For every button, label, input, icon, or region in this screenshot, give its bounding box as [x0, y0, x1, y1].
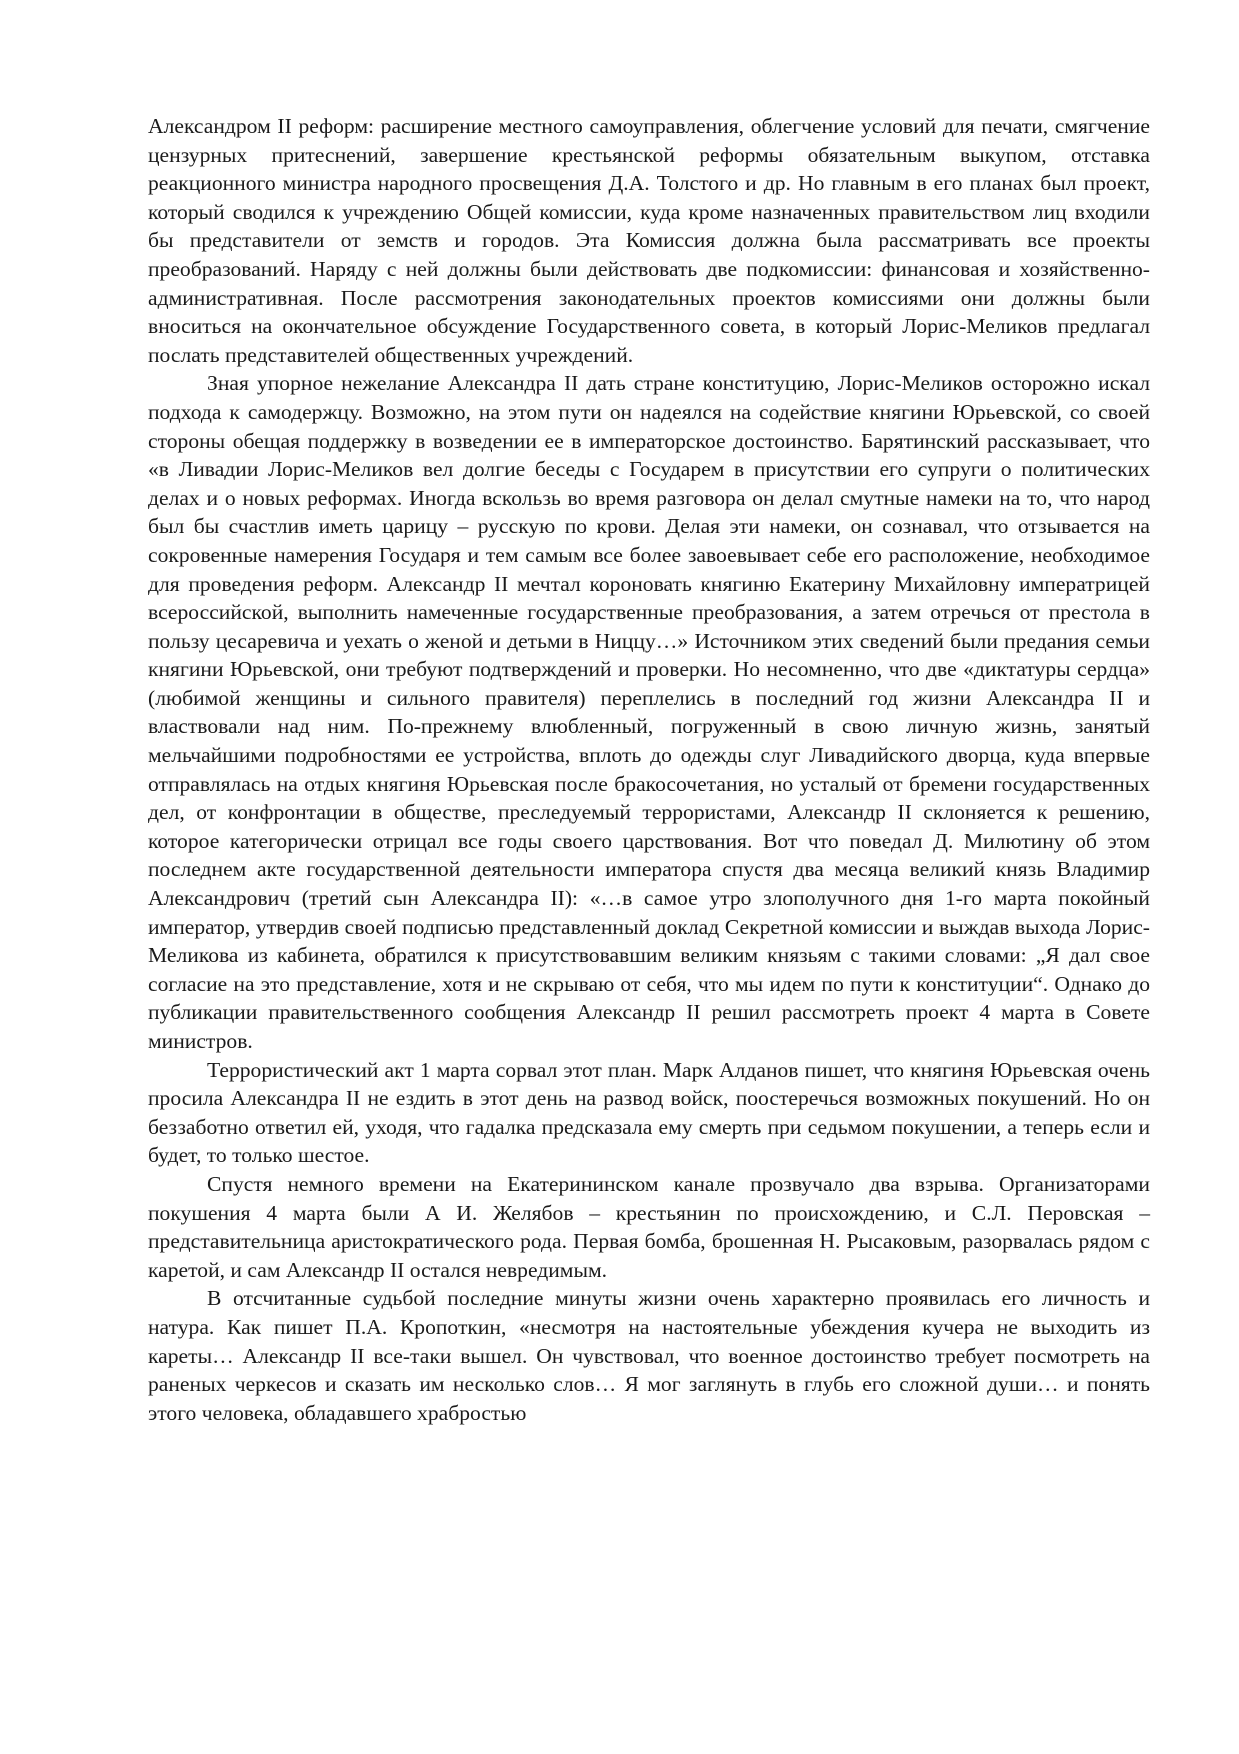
paragraph-4: Спустя немного времени на Екатерининском канале прозвучало два взрыва. Организаторами покушения 4 марта были А И. Желябов – крестьянин по происхождению, и С.Л. Перовская – представительница аристократического рода. Первая бомба, брошенная Н. Рысаковым, разорвалась рядом с каретой, и сам Александр II остался невредимым. [148, 1171, 1150, 1282]
document-page [148, 112, 1150, 1427]
paragraph-2: Зная упорное нежелание Александра II дать стране конституцию, Лорис-Меликов осторожно искал подхода к самодержцу. Возможно, на этом пути он надеялся на содействие княгини Юрьевской, со своей стороны обещая поддержку в возведении ее в императорское достоинство. Барятинский рассказывает, что «в Ливадии Лорис-Меликов вел долгие беседы с Государем в присутствии его супруги о политических делах и о новых реформах. Иногда вскользь во время разговора он делал смутные намеки на то, что народ был бы счастлив иметь царицу – русскую по крови. Делая эти намеки, он сознавал, что отзывается на сокровенные намерения Государя и тем самым все более завоевывает себе его расположение, необходимое для проведения реформ. Александр II мечтал короновать княгиню Екатерину Михайловну императрицей всероссийской, выполнить намеченные государственные преобразования, а затем отречься от престола в пользу цесаревича и уехать о женой и детьми в Ниццу…» Источником этих сведений были предания семьи княгини Юрьевской, они требуют подтверждений и проверки. Но несомненно, что две «диктатуры сердца» (любимой женщины и сильного правителя) переплелись в последний год жизни Александра II и властвовали над ним. По-прежнему влюбленный, погруженный в свою личную жизнь, занятый мельчайшими подробностями ее устройства, вплоть до одежды слуг Ливадийского дворца, куда впервые отправлялась на отдых княгиня Юрьевская после бракосочетания, но усталый от бремени государственных дел, от конфронтации в обществе, преследуемый террористами, Александр II склоняется к решению, которое категорически отрицал все годы своего царствования. Вот что поведал Д. Милютину об этом последнем акте государственной деятельности императора спустя два месяца великий князь Владимир Александрович (третий сын Александра II): «…в самое утро злополучного дня 1-го марта покойный император, утвердив своей подписью представленный доклад Секретной комиссии и выждав выхода Лорис-Меликова из кабинета, обратился к присутствовавшим великим князьям с такими словами: „Я дал свое согласие на это представление, хотя и не скрываю от себя, что мы идем по пути к конституции“. Однако до публикации правительственного сообщения Александр II решил рассмотреть проект 4 марта в Совете министров. [148, 371, 1150, 1053]
paragraph-5: В отсчитанные судьбой последние минуты жизни очень характерно проявилась его личность и натура. Как пишет П.А. Кропоткин, «несмотря на настоятельные убеждения кучера не выходить из кареты… Александр II все-таки вышел. Он чувствовал, что военное достоинство требует посмотреть на раненых черкесов и сказать им несколько слов… Я мог заглянуть в глубь его сложной души… и понять этого человека, обладавшего храбростью [148, 1286, 1150, 1425]
paragraph-1: Александром II реформ: расширение местного самоуправления, облегчение условий для печати, смягчение цензурных притеснений, завершение крестьянской реформы обязательным выкупом, отставка реакционного министра народного просвещения Д.А. Толстого и др. Но главным в его планах был проект, который сводился к учреждению Общей комиссии, куда кроме назначенных правительством лиц входили бы представители от земств и городов. Эта Комиссия должна была рассматривать все проекты преобразований. Наряду с ней должны были действовать две подкомиссии: финансовая и хозяйственно-административная. После рассмотрения законодательных проектов комиссиями они должны были вноситься на окончательное обсуждение Государственного совета, в который Лорис-Меликов предлагал послать представителей общественных учреждений. [148, 114, 1150, 367]
paragraph-3: Террористический акт 1 марта сорвал этот план. Марк Алданов пишет, что княгиня Юрьевская очень просила Александра II не ездить в этот день на развод войск, поостеречься возможных покушений. Но он беззаботно ответил ей, уходя, что гадалка предсказала ему смерть при седьмом покушении, а теперь если и будет, то только шестое. [148, 1057, 1150, 1168]
